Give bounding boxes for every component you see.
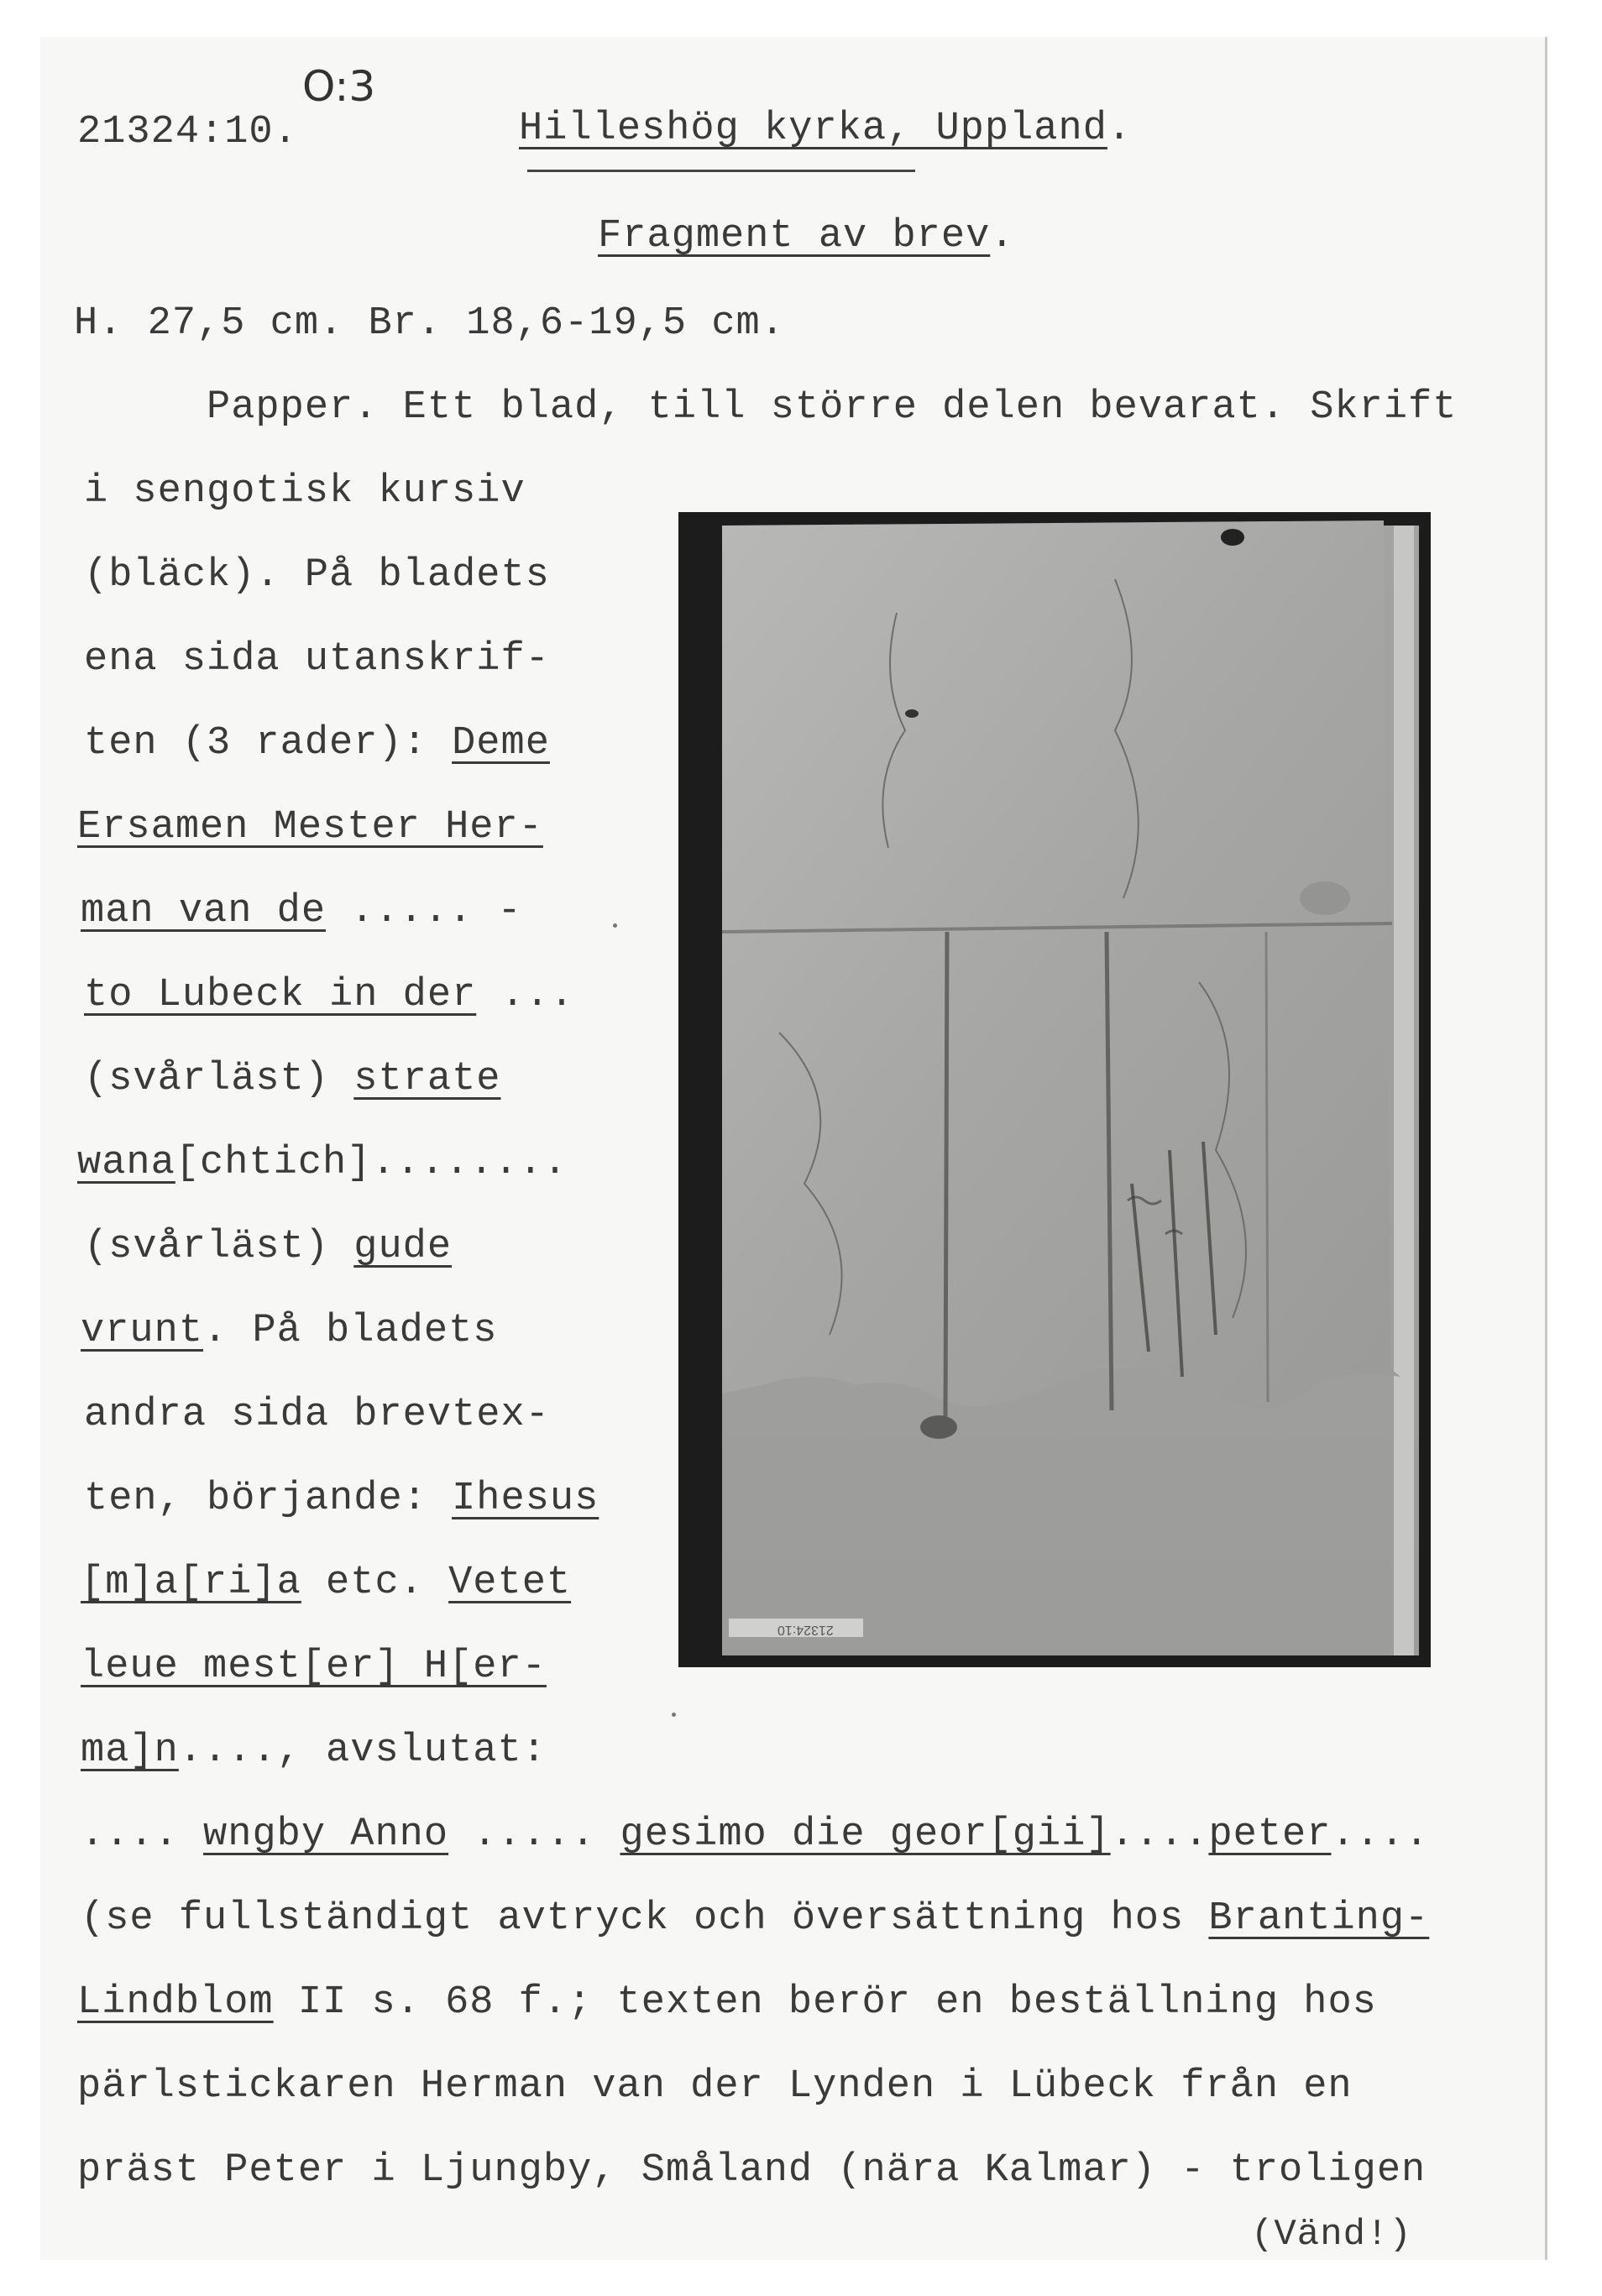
line-20: pärlstickaren Herman van der Lynden i Lübeck från en xyxy=(77,2064,1353,2109)
underlined-run: strate xyxy=(353,1057,501,1101)
photo-label: 21324:10 xyxy=(777,1623,834,1637)
underlined-run: gude xyxy=(353,1225,453,1269)
line-18 xyxy=(81,1896,1430,1941)
heading-period: . xyxy=(990,214,1015,259)
catalog-number: 21324:10. xyxy=(77,110,298,154)
text-run: .... xyxy=(1331,1812,1430,1857)
letter-fragment-photo xyxy=(678,512,1431,1667)
underlined-run: peter xyxy=(1208,1812,1332,1857)
line-21: präst Peter i Ljungby, Småland (nära Kalmar) - troligen xyxy=(77,2148,1427,2193)
underlined-run: Lindblom xyxy=(77,1980,274,2025)
paragraph-line-1: Papper. Ett blad, till större delen bevarat. Skrift xyxy=(207,385,1458,430)
stray-mark xyxy=(672,1713,676,1717)
text-run: ..... xyxy=(448,1812,620,1857)
left-line-8 xyxy=(84,1059,501,1099)
stray-mark xyxy=(613,923,617,928)
left-line-6 xyxy=(81,889,522,934)
underlined-run: gesimo die geor[gii] xyxy=(620,1812,1111,1857)
left-line-7 xyxy=(84,975,574,1015)
left-line-9 xyxy=(77,1143,568,1183)
text-run: ten, börjande: xyxy=(84,1477,453,1521)
left-line-13 xyxy=(84,1479,599,1519)
photo-image xyxy=(678,512,1431,1667)
dimensions: H. 27,5 cm. Br. 18,6-19,5 cm. xyxy=(74,301,785,346)
handwritten-number: O:3 xyxy=(302,62,376,111)
underlined-run: man van de xyxy=(81,889,327,934)
underlined-run: Branting- xyxy=(1208,1896,1430,1941)
text-run: (svårläst) xyxy=(84,1225,354,1269)
text-run: ..... - xyxy=(326,889,522,934)
footer-turn-over: (Vänd!) xyxy=(1251,2214,1412,2256)
heading: Fragment av brev xyxy=(598,214,991,259)
left-line-3: ena sida utanskrif- xyxy=(84,637,550,682)
underlined-run: to Lubeck in der xyxy=(84,973,477,1017)
line-19 xyxy=(77,1980,1377,2025)
left-line-12: andra sida brevtex- xyxy=(84,1393,550,1437)
underlined-run: Ihesus xyxy=(452,1477,599,1521)
left-line-16 xyxy=(81,1729,547,1773)
left-line-14 xyxy=(81,1563,571,1603)
underlined-run: [m]a[ri]a xyxy=(81,1561,301,1605)
text-run: ...., avslutat: xyxy=(178,1729,547,1773)
left-line-15: leue mest[er] H[er- xyxy=(81,1645,547,1689)
left-line-1: i sengotisk kursiv xyxy=(84,469,526,514)
text-run: (svårläst) xyxy=(84,1057,354,1101)
text-run: .... xyxy=(1110,1812,1209,1857)
title-rule xyxy=(527,170,915,172)
place-line xyxy=(519,109,1132,149)
line-17 xyxy=(81,1812,1430,1857)
underlined-run: Vetet xyxy=(448,1561,572,1605)
place-name: Hilleshög kyrka, Uppland xyxy=(519,107,1107,151)
text-run: (se fullständigt avtryck och översättning hos xyxy=(81,1896,1209,1941)
text-run: II s. 68 f.; texten berör en beställning hos xyxy=(273,1980,1377,2025)
left-line-2: (bläck). På bladets xyxy=(84,553,550,598)
left-line-11 xyxy=(81,1311,498,1351)
text-run: [chtich]........ xyxy=(175,1141,568,1185)
left-line-5: Ersamen Mester Her- xyxy=(77,805,543,850)
underlined-run: wngby Anno xyxy=(203,1812,449,1857)
underlined-run: Deme xyxy=(452,721,550,766)
text-run: . På bladets xyxy=(203,1309,498,1353)
underlined-run: vrunt xyxy=(81,1309,204,1353)
text-run: .... xyxy=(81,1812,204,1857)
text-run: etc. xyxy=(301,1561,449,1605)
underlined-run: ma]n xyxy=(81,1729,179,1773)
text-run: ... xyxy=(476,973,575,1017)
left-line-4 xyxy=(84,721,550,766)
fragment-paper xyxy=(722,520,1400,1409)
heading-line xyxy=(598,214,1015,259)
left-line-10 xyxy=(84,1227,452,1267)
text-run: ten (3 rader): xyxy=(84,721,453,766)
place-period: . xyxy=(1107,107,1133,151)
underlined-run: wana xyxy=(77,1141,175,1185)
